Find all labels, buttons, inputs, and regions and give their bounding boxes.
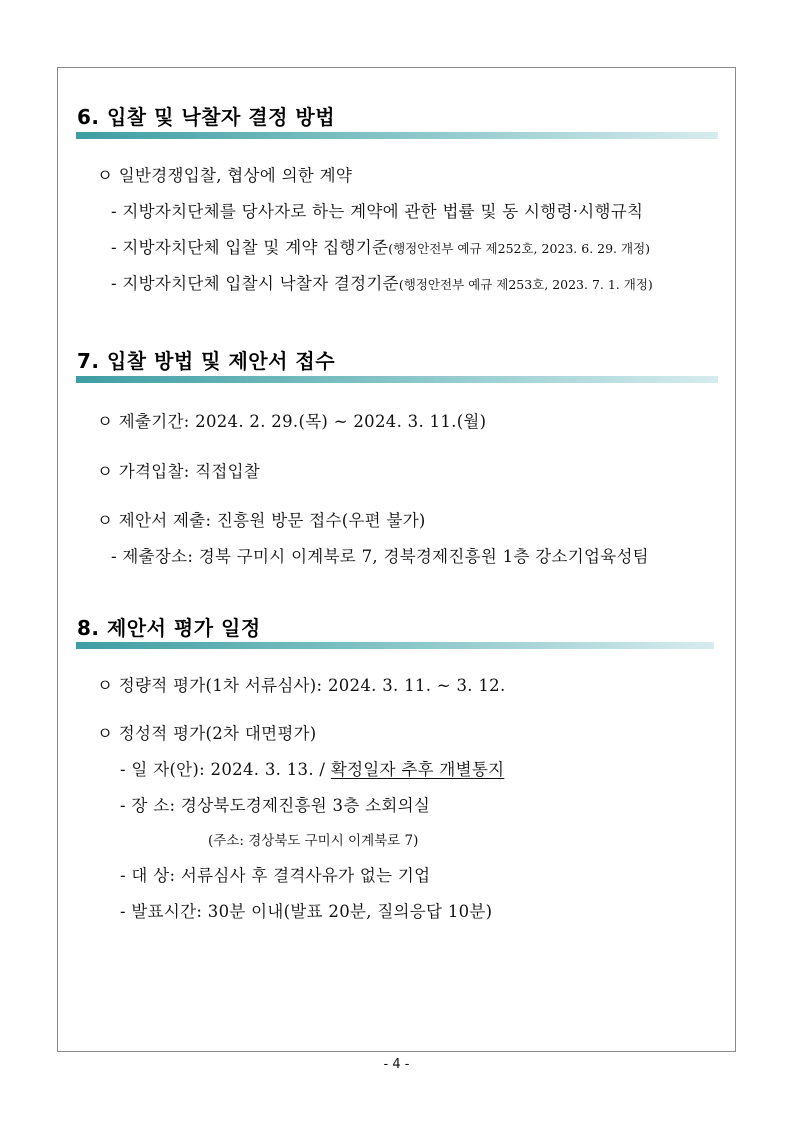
section-8-item-2: ㅇ 정성적 평가(2차 대면평가) (97, 724, 317, 743)
section-6-item-2: - 지방자치단체를 당사자로 하는 계약에 관한 법률 및 동 시행령·시행규칙 (111, 202, 644, 221)
section-8-underline-bar (76, 642, 714, 649)
section-6-item-4 (111, 270, 653, 294)
section-8-item-6: - 대 상: 서류심사 후 결격사유가 없는 기업 (120, 866, 431, 885)
section-6-item-1: ㅇ 일반경쟁입찰, 협상에 의한 계약 (97, 166, 353, 185)
section-8-item-3-text: - 일 자(안): 2024. 3. 13. / (120, 760, 331, 779)
page-number: - 4 - (383, 1057, 410, 1072)
section-8-item-7: - 발표시간: 30분 이내(발표 20분, 질의응답 10분) (120, 902, 493, 921)
section-6-item-3 (111, 234, 650, 258)
section-8-item-4: - 장 소: 경상북도경제진흥원 3층 소회의실 (120, 796, 431, 815)
section-7-item-2: ㅇ 가격입찰: 직접입찰 (97, 462, 261, 481)
section-8-item-3 (120, 756, 504, 780)
section-7-underline-bar (76, 376, 718, 383)
section-7-item-3: ㅇ 제안서 제출: 진흥원 방문 접수(우편 불가) (97, 511, 426, 530)
section-8-item-1: ㅇ 정량적 평가(1차 서류심사): 2024. 3. 11. ~ 3. 12. (97, 676, 506, 695)
section-6-item-4-note: (행정안전부 예규 제253호, 2023. 7. 1. 개정) (398, 277, 653, 292)
section-8-item-3-underlined: 확정일자 추후 개별통지 (330, 760, 505, 779)
section-6-underline-bar (76, 132, 718, 139)
section-6-heading: 6. 입찰 및 낙찰자 결정 방법 (77, 105, 336, 129)
section-6-item-3-text: - 지방자치단체 입찰 및 계약 집행기준 (111, 238, 389, 257)
section-8-heading: 8. 제안서 평가 일정 (77, 616, 261, 640)
section-7-heading: 7. 입찰 방법 및 제안서 접수 (77, 349, 336, 373)
section-6-item-3-note: (행정안전부 예규 제252호, 2023. 6. 29. 개정) (388, 241, 651, 256)
section-8-item-5: (주소: 경상북도 구미시 이계북로 7) (208, 833, 419, 849)
section-7-item-1: ㅇ 제출기간: 2024. 2. 29.(목) ~ 2024. 3. 11.(월) (97, 412, 487, 431)
section-7-item-4: - 제출장소: 경북 구미시 이계북로 7, 경북경제진흥원 1층 강소기업육성팀 (111, 547, 649, 566)
section-6-item-4-text: - 지방자치단체 입찰시 낙찰자 결정기준 (111, 274, 399, 293)
